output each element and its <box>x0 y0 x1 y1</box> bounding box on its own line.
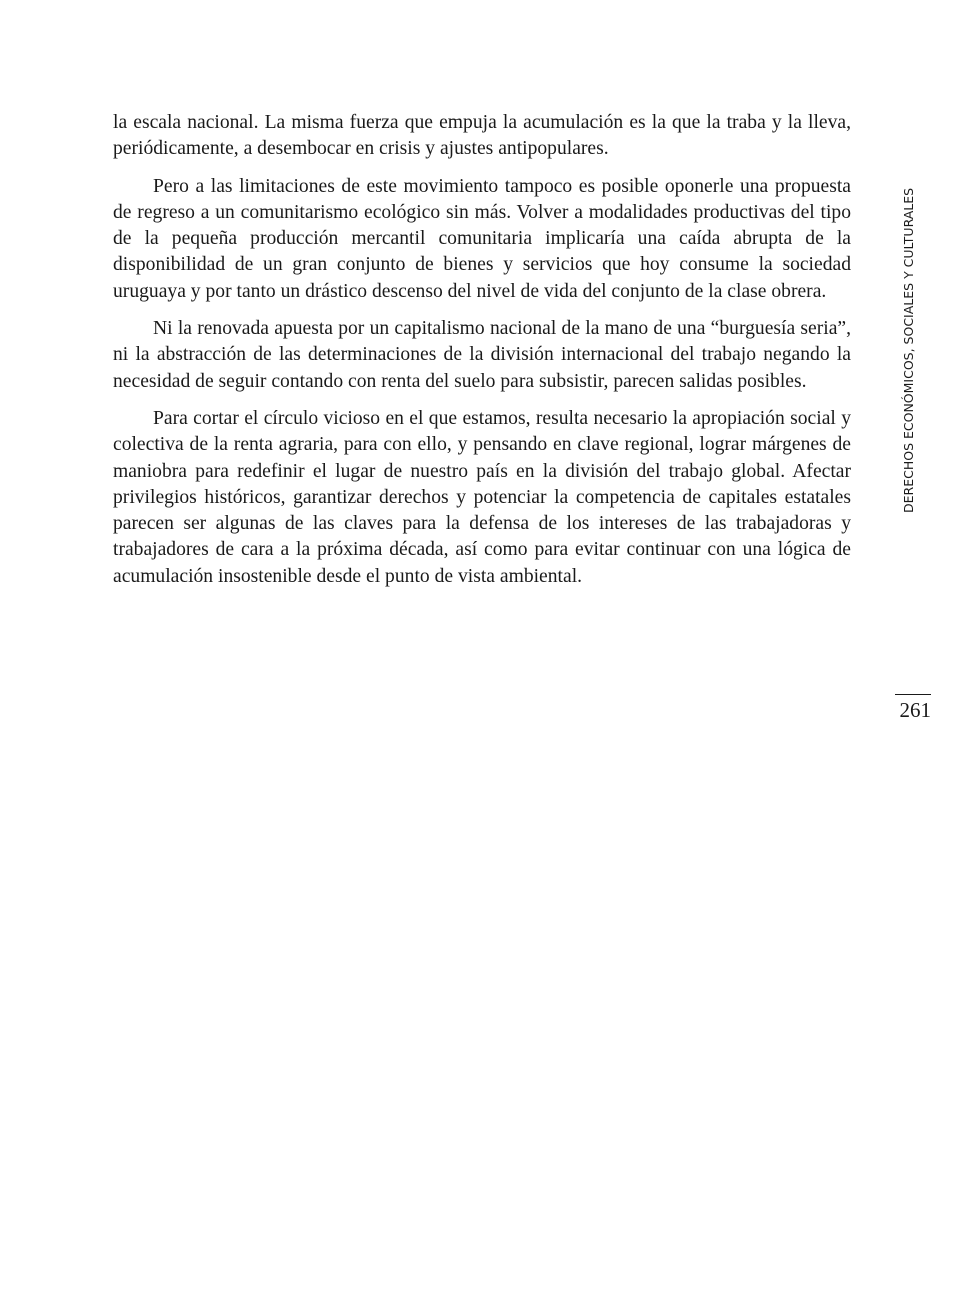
page-number: 261 <box>899 698 931 722</box>
paragraph-limitations: Pero a las limitaciones de este movimiento tampoco es posible oponerle una propuesta de regreso a un comunitarismo ecológico sin más. Volver a modalidades productivas del tipo de la pequeña producción mercantil comunitaria implicaría una caída abrupta de la disponibilidad de un gran conjunto de bienes y servicios que hoy consume la sociedad uruguaya y por tanto un drástico descenso del nivel de vida del conjunto de la clase obrera. <box>113 175 851 302</box>
running-head: DERECHOS ECONÓMICOS, SOCIALES Y CULTURALES <box>901 187 916 513</box>
paragraph-national-capitalism: Ni la renovada apuesta por un capitalismo nacional de la mano de una “burguesía seria”, ni la abstracción de las determinaciones de la división internacional del trabajo negando la necesidad de seguir contando con renta del suelo para subsistir, parecen salidas posibles. <box>113 318 851 392</box>
paragraph-continuation: la escala nacional. La misma fuerza que empuja la acumulación es la que la traba y la lleva, periódicamente, a desembocar en crisis y ajustes antipopulares. <box>113 112 851 160</box>
paragraph-agrarian-rent: Para cortar el círculo vicioso en el que estamos, resulta necesario la apropiación social y colectiva de la renta agraria, para con ello, y pensando en clave regional, lograr márgenes de maniobra para redefinir el lugar de nuestro país en la división del trabajo global. Afectar privilegios históricos, garantizar derechos y potenciar la competencia de capitales estatales parecen ser algunas de las claves para la defensa de los intereses de las trabajadoras y trabajadores de cara a la próxima década, así como para evitar continuar con una lógica de acumulación insostenible desde el punto de vista ambiental. <box>113 407 851 587</box>
page-number-rule <box>895 694 931 695</box>
page-body-text <box>113 110 851 601</box>
